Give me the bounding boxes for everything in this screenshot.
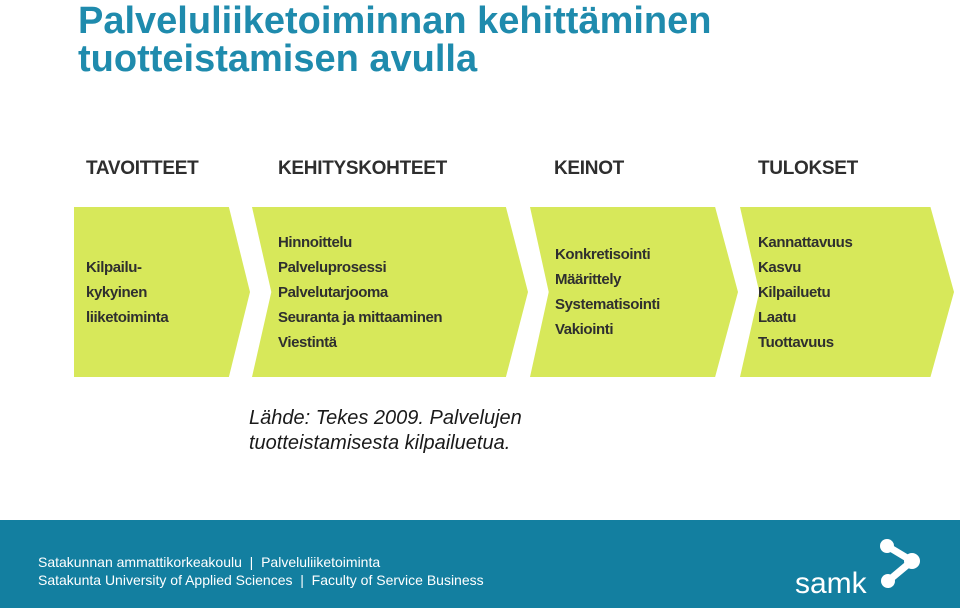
list-tulokset: [758, 230, 852, 355]
list-item: Seuranta ja mittaaminen: [278, 309, 443, 326]
footer-bar: [0, 520, 960, 608]
list-item: Määrittely: [555, 271, 622, 288]
footer-line-1: Satakunnan ammattikorkeakoulu | Palveluliiketoiminta: [38, 554, 381, 570]
list-item: Kasvu: [758, 259, 802, 276]
list-item: Viestintä: [278, 334, 337, 351]
list-tavoitteet: [86, 255, 168, 330]
list-item: Kilpailu-: [86, 259, 142, 276]
header-kehityskohteet: KEHITYSKOHTEET: [278, 158, 447, 179]
source-line-2: tuotteistamisesta kilpailuetua.: [249, 432, 511, 454]
page-title: [78, 2, 948, 78]
list-item: Konkretisointi: [555, 246, 651, 263]
list-item: Laatu: [758, 309, 797, 326]
list-item: kykyinen: [86, 284, 148, 301]
title-line-2: tuotteistamisen avulla: [78, 38, 478, 80]
header-tulokset: TULOKSET: [758, 158, 858, 179]
list-item: Kilpailuetu: [758, 284, 831, 301]
title-line-1: Palveluliiketoiminnan kehittäminen: [78, 0, 712, 42]
list-keinot: [555, 242, 660, 342]
source-line-1: Lähde: Tekes 2009. Palvelujen: [249, 407, 522, 429]
list-item: liiketoiminta: [86, 309, 169, 326]
list-item: Systematisointi: [555, 296, 660, 313]
footer-line-2: Satakunta University of Applied Sciences | Faculty of Service Business: [38, 572, 484, 588]
list-item: Tuottavuus: [758, 334, 834, 351]
logo-text: samk: [795, 567, 867, 600]
list-item: Kannattavuus: [758, 234, 853, 251]
list-item: Palveluprosessi: [278, 259, 387, 276]
header-tavoitteet: TAVOITTEET: [86, 158, 199, 179]
samk-dots-icon: [790, 534, 940, 604]
list-item: Vakiointi: [555, 321, 614, 338]
samk-logo: [790, 534, 940, 604]
list-item: Hinnoittelu: [278, 234, 352, 251]
footer-text: [38, 553, 484, 589]
source-citation: [249, 406, 669, 456]
list-item: Palvelutarjooma: [278, 284, 388, 301]
header-keinot: KEINOT: [554, 158, 624, 179]
list-kehityskohteet: [278, 230, 442, 355]
